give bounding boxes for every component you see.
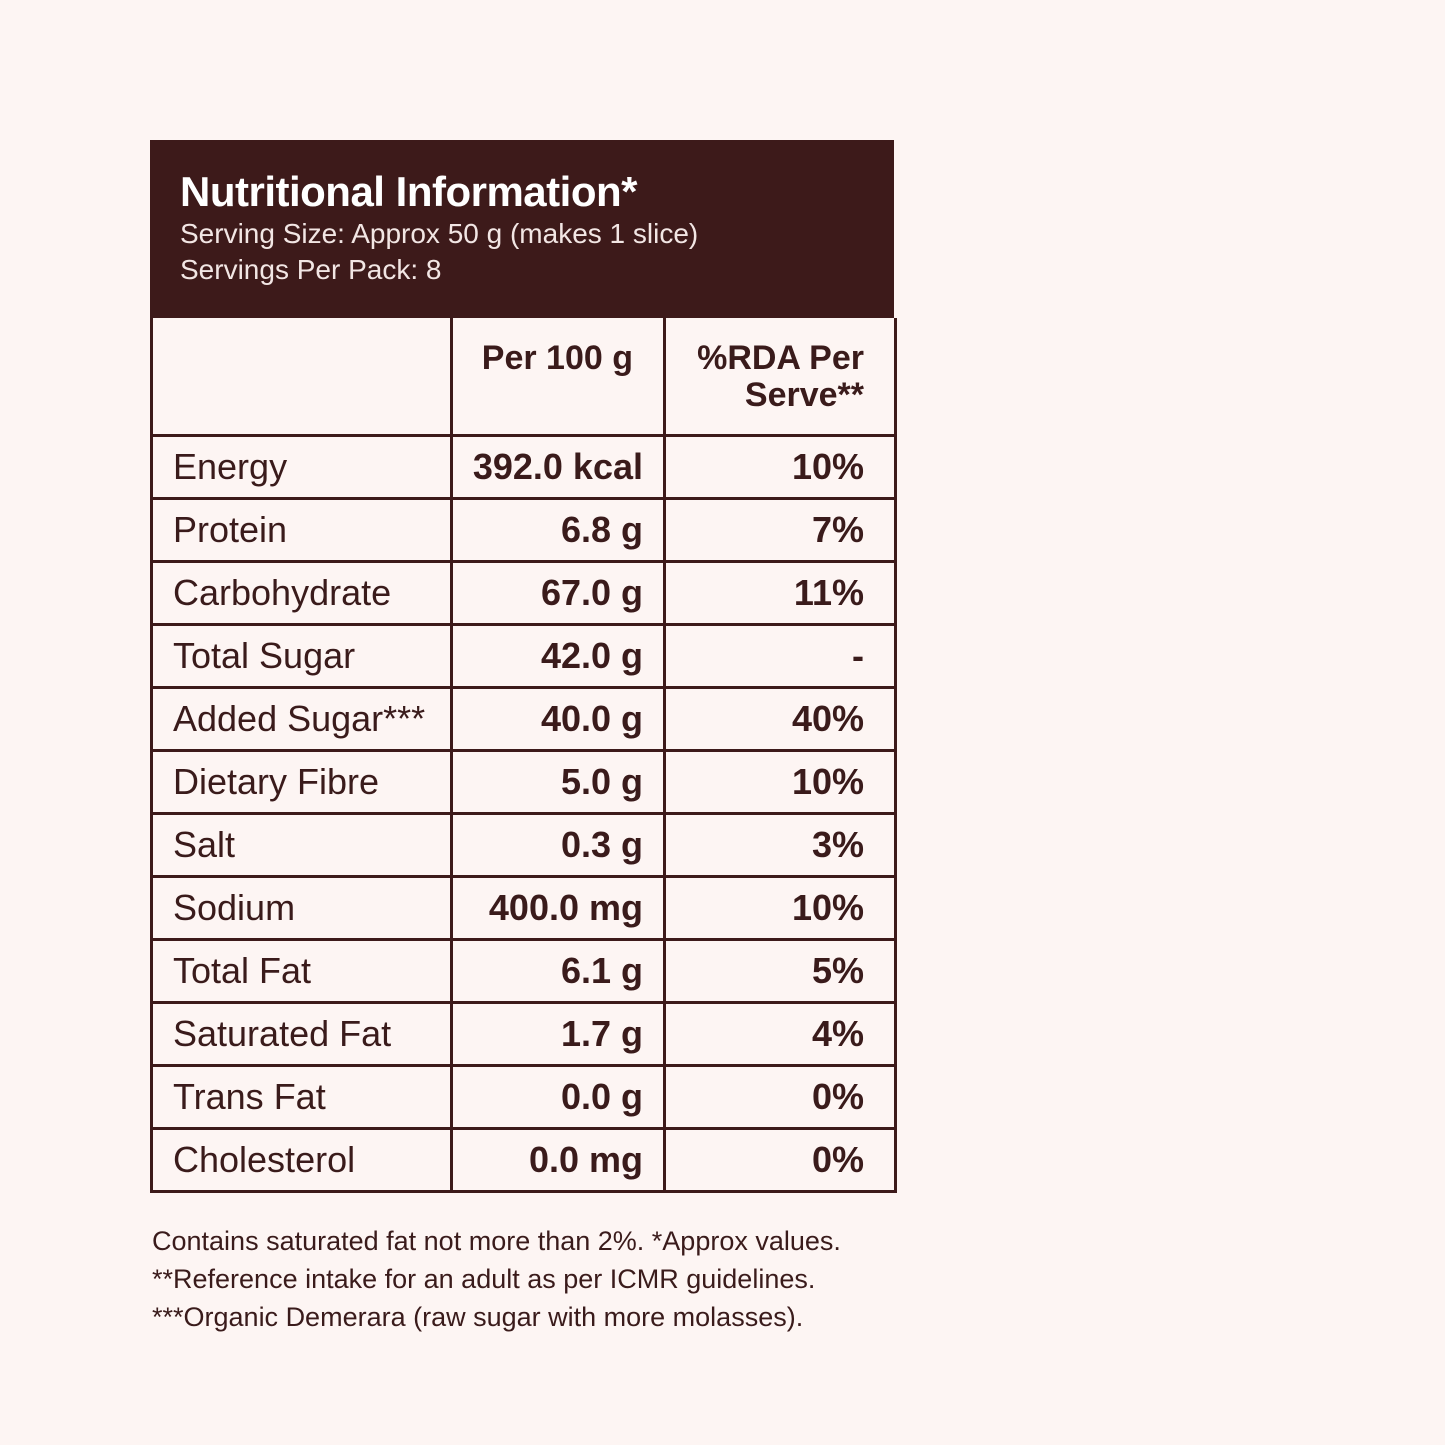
servings-per-pack: Servings Per Pack: 8 [180,254,442,285]
table-row [152,498,896,561]
serving-size: Serving Size: Approx 50 g (makes 1 slice) [180,218,699,249]
table-row [152,1065,896,1128]
nutrient-name: Protein [152,498,452,561]
per-100g-value: 6.8 g [452,498,665,561]
table-row [152,1128,896,1191]
table-row [152,1002,896,1065]
nutrition-title: Nutritional Information* [180,168,637,215]
rda-value: 4% [665,1002,896,1065]
rda-value: 11% [665,561,896,624]
rda-value: 5% [665,939,896,1002]
nutrient-name: Salt [152,813,452,876]
column-header-per-100g: Per 100 g [452,318,665,435]
rda-value: - [665,624,896,687]
per-100g-value: 0.0 g [452,1065,665,1128]
footnote-line: **Reference intake for an adult as per ICMR guidelines. [152,1264,816,1294]
table-row [152,561,896,624]
table-row [152,624,896,687]
rda-value: 40% [665,687,896,750]
nutrition-table [150,318,897,1193]
per-100g-value: 5.0 g [452,750,665,813]
footnote-line: Contains saturated fat not more than 2%. *Approx values. [152,1226,841,1256]
nutrient-name: Trans Fat [152,1065,452,1128]
nutrient-name: Total Fat [152,939,452,1002]
nutrition-header [150,140,894,318]
nutrient-name: Added Sugar*** [152,687,452,750]
column-header-nutrient [152,318,452,435]
nutrient-name: Total Sugar [152,624,452,687]
rda-value: 7% [665,498,896,561]
nutrient-name: Cholesterol [152,1128,452,1191]
per-100g-value: 6.1 g [452,939,665,1002]
nutrient-name: Dietary Fibre [152,750,452,813]
nutrition-panel [150,140,894,1193]
per-100g-value: 400.0 mg [452,876,665,939]
footnote-line: ***Organic Demerara (raw sugar with more molasses). [152,1302,804,1332]
rda-value: 0% [665,1065,896,1128]
table-row [152,687,896,750]
per-100g-value: 1.7 g [452,1002,665,1065]
table-header-row [152,318,896,435]
rda-value: 10% [665,435,896,498]
per-100g-value: 42.0 g [452,624,665,687]
table-row [152,876,896,939]
table-row [152,939,896,1002]
nutrient-name: Sodium [152,876,452,939]
nutrient-name: Carbohydrate [152,561,452,624]
per-100g-value: 0.3 g [452,813,665,876]
column-header-rda: %RDA Per Serve** [665,318,896,435]
table-row [152,435,896,498]
rda-value: 0% [665,1128,896,1191]
per-100g-value: 67.0 g [452,561,665,624]
per-100g-value: 0.0 mg [452,1128,665,1191]
rda-value: 10% [665,876,896,939]
table-row [152,750,896,813]
rda-value: 10% [665,750,896,813]
footnotes [152,1222,841,1336]
nutrient-name: Saturated Fat [152,1002,452,1065]
per-100g-value: 392.0 kcal [452,435,665,498]
per-100g-value: 40.0 g [452,687,665,750]
rda-value: 3% [665,813,896,876]
nutrient-name: Energy [152,435,452,498]
table-row [152,813,896,876]
